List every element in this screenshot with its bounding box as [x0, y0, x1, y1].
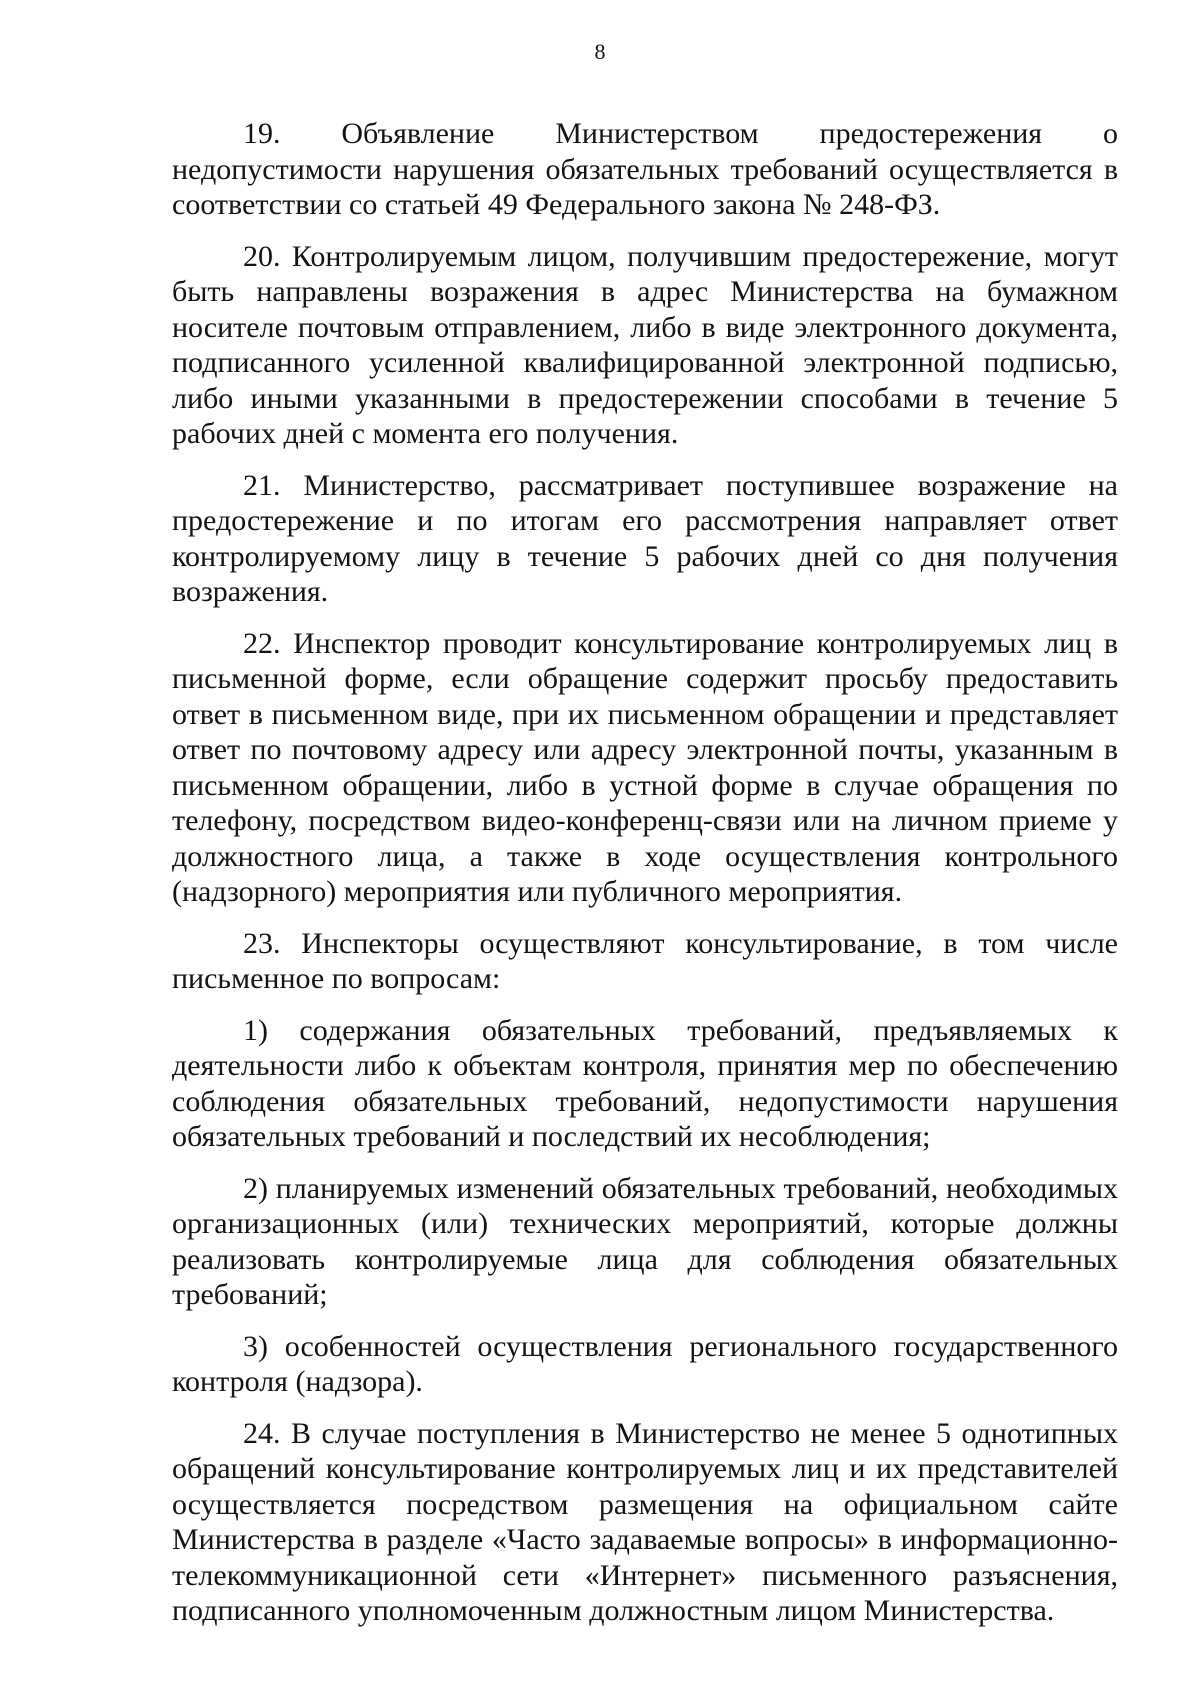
paragraph-22: 22. Инспектор проводит консультирование контролируемых лиц в письменной форме, если обращение содержит просьбу предоставить ответ в письменном виде, при их письменном обращении и представляет ответ по почтовому адресу или адресу электронной почты, указанным в письменном обращении, либо в устной форме в случае обращения по телефону, посредством видео-конференц-связи или на личном приеме у должностного лица, а также в ходе осуществления контрольного (надзорного) мероприятия или публичного мероприятия. — [172, 626, 1118, 908]
list-item-1: 1) содержания обязательных требований, предъявляемых к деятельности либо к объектам контроля, принятия мер по обеспечению соблюдения обязательных требований, недопустимости нарушения обязательных требований и последствий их несоблюдения; — [172, 1013, 1118, 1153]
paragraph-19: 19. Объявление Министерством предостережения о недопустимости нарушения обязательных требований осуществляется в соответствии со статьей 49 Федерального закона № 248-ФЗ. — [172, 117, 1118, 221]
list-item-3: 3) особенностей осуществления регионального государственного контроля (надзора). — [172, 1329, 1118, 1398]
paragraph-24: 24. В случае поступления в Министерство не менее 5 однотипных обращений консультирование контролируемых лиц и их представителей осуществляется посредством размещения на официальном сайте Министерства в разделе «Часто задаваемые вопросы» в информационно-телекоммуникационной сети «Интернет» письменного разъяснения, подписанного уполномоченным должностным лицом Министерства. — [172, 1416, 1118, 1627]
paragraph-21: 21. Министерство, рассматривает поступившее возражение на предостережение и по итогам его рассмотрения направляет ответ контролируемому лицу в течение 5 рабочих дней со дня получения возражения. — [172, 468, 1118, 608]
list-item-2: 2) планируемых изменений обязательных требований, необходимых организационных (или) технических мероприятий, которые должны реализовать контролируемые лица для соблюдения обязательных требований; — [172, 1171, 1118, 1311]
page-number: 8 — [594, 39, 606, 64]
paragraph-20: 20. Контролируемым лицом, получившим предостережение, могут быть направлены возражения в адрес Министерства на бумажном носителе почтовым отправлением, либо в виде электронного документа, подписанного усиленной квалифицированной электронной подписью, либо иными указанными в предостережении способами в течение 5 рабочих дней с момента его получения. — [172, 239, 1118, 450]
paragraph-23: 23. Инспекторы осуществляют консультирование, в том числе письменное по вопросам: — [172, 926, 1118, 995]
document-body — [172, 116, 1118, 1645]
